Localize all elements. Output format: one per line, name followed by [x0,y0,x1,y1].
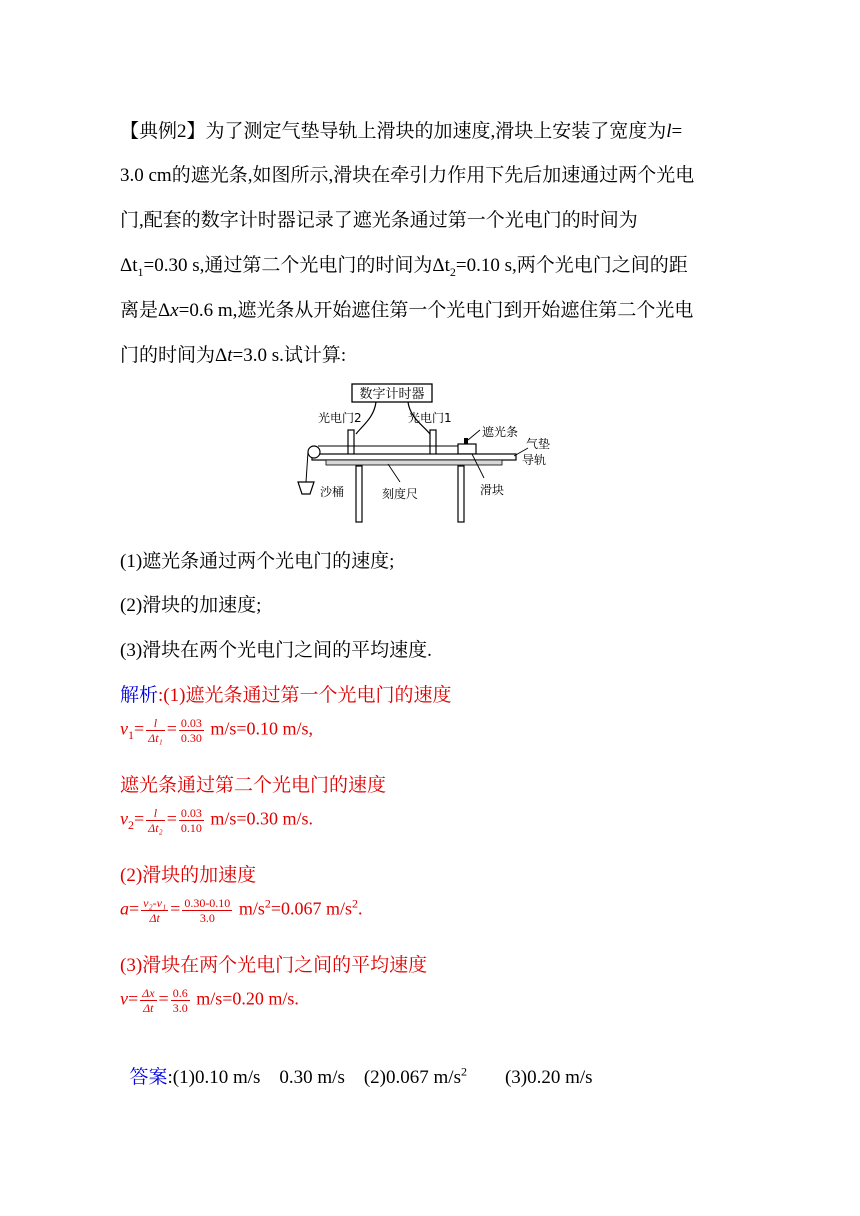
gate1-label: 光电门1 [408,411,452,425]
problem-line-5: 离是Δx=0.6 m,遮光条从开始遮住第一个光电门到开始遮住第二个光电 [120,300,694,321]
solution-line-1: 解析:(1)遮光条通过第一个光电门的速度 [120,685,452,706]
v1-fraction-2: $\frac{0.03}{0.30}$ [180,716,202,745]
v2-equation: $v_2=$ $\frac{l}{\text{Δt₂}}$ = $\frac{0.03}{0.10}$ m/s=0.30 m/s. [120,806,314,835]
a-equation: a= $\frac{\text{v₂-v₁}}{\Delta t}$ = $\frac{0.30-0.10}{3.0}$ $m/s^2=0.067$ $m/s^2$. [120,896,363,925]
problem-line-4: $\Delta t_1=0.30$ s,通过第二个光电门的时间为$\Delta t_2=0.10$ s,两个光电门之间的距 [120,255,688,279]
slider-label: 滑块 [480,483,505,497]
problem-line-2: 3.0 cm的遮光条,如图所示,滑块在牵引力作用下先后加速通过两个光电 [120,165,695,186]
problem-line-6: 门的时间为Δt=3.0 s.试计算: [120,345,347,366]
problem-line-1: 【典例2】为了测定气垫导轨上滑块的加速度,滑块上安装了宽度为l= [120,121,683,142]
v2-fraction-1: $\frac{l}{\text{Δt₂}}$ [148,806,163,835]
rail-label-2: 导轨 [522,453,547,467]
apparatus-figure [296,378,566,526]
solution-line-3: (2)滑块的加速度 [120,865,257,886]
gate2-label: 光电门2 [318,411,362,425]
slider [458,444,476,454]
rail-label-1: 气垫 [526,437,551,451]
question-1: (1)遮光条通过两个光电门的速度; [120,551,395,572]
question-2: (2)滑块的加速度; [120,595,262,616]
sand-bucket [298,482,314,494]
v1-fraction-1: $\frac{l}{\text{Δt₁}}$ [148,716,163,745]
answer-line: 答案:(1)0.10 m/s 0.30 m/s (2)0.067 $m/s^2$ (3)0.20 m/s [129,1064,593,1088]
ruler-label: 刻度尺 [382,487,419,501]
v-fraction-1: $\frac{\Delta x}{\Delta t}$ [142,986,155,1015]
table-leg-left [356,466,362,522]
a-fraction-1: $\frac{\text{v₂-v₁}}{\Delta t}$ [143,896,167,925]
air-rail [312,454,516,460]
question-3: (3)滑块在两个光电门之间的平均速度. [120,640,432,661]
table-leg-right [458,466,464,522]
problem-line-3: 门,配套的数字计时器记录了遮光条通过第一个光电门的时间为 [120,210,638,231]
timer-label: 数字计时器 [359,387,425,402]
v-fraction-2: $\frac{0.6}{3.0}$ [172,986,188,1015]
shade-strip [464,438,468,444]
pulley [308,446,320,458]
answer-label: 答案 [129,1067,168,1088]
v-avg-equation: v= $\frac{\Delta x}{\Delta t}$ = $\frac{0.6}{3.0}$ m/s=0.20 m/s. [120,986,299,1015]
v2-fraction-2: $\frac{0.03}{0.10}$ [180,806,202,835]
shade-label: 遮光条 [482,425,519,439]
solution-label: 解析 [120,685,159,706]
bucket-label: 沙桶 [320,485,345,499]
solution-line-2: 遮光条通过第二个光电门的速度 [120,775,387,796]
a-fraction-2: $\frac{0.30-0.10}{3.0}$ [184,896,231,925]
solution-line-4: (3)滑块在两个光电门之间的平均速度 [120,955,428,976]
v1-equation: $v_1=$ $\frac{l}{\text{Δt₁}}$ = $\frac{0.03}{0.30}$ m/s=0.10 m/s, [120,716,314,745]
